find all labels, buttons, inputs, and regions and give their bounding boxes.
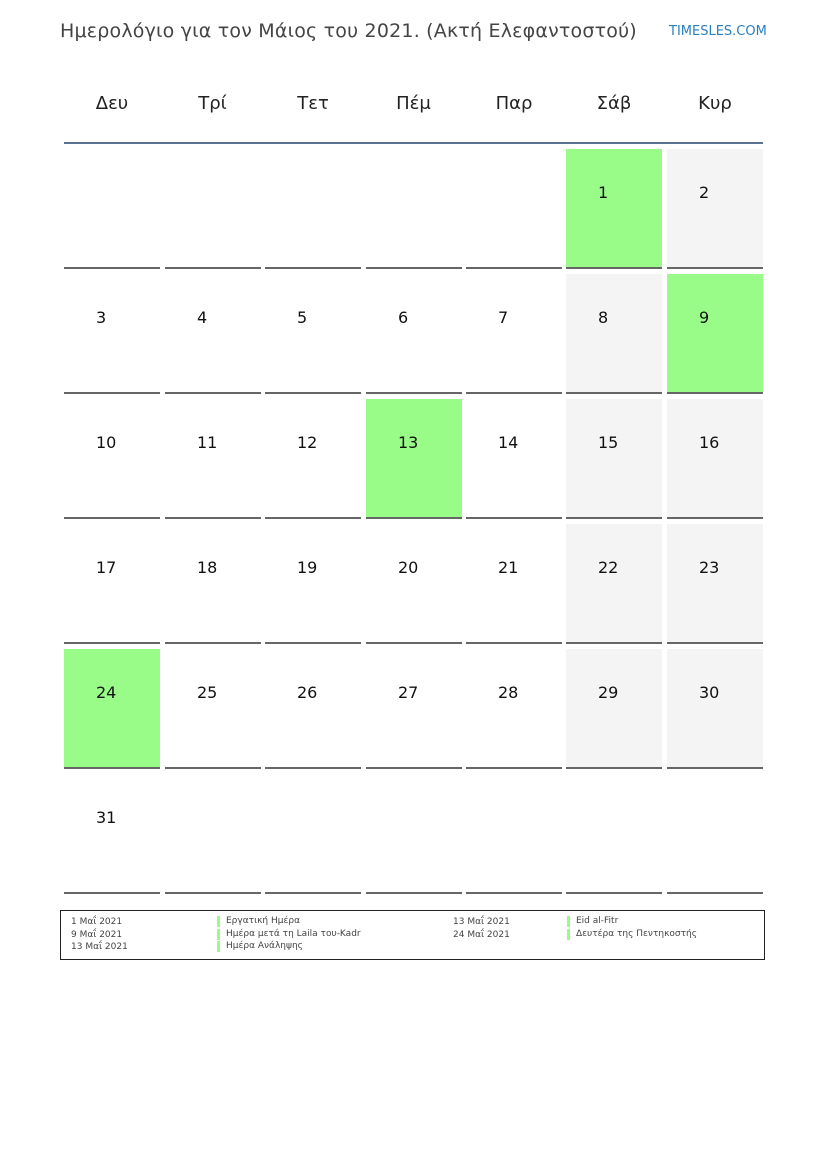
day-cell-holiday[interactable] [366, 399, 462, 519]
weekday-sat: Σάβ [596, 93, 632, 114]
day-number: 6 [398, 308, 409, 327]
day-cell[interactable] [466, 649, 562, 769]
day-cell[interactable] [265, 524, 361, 644]
brand-link[interactable]: TIMESLES.COM [669, 24, 767, 39]
day-number: 20 [398, 558, 419, 577]
legend-date: 13 Μαΐ 2021 [71, 942, 128, 952]
empty-cell [366, 774, 462, 894]
weekday-thu: Πέμ [396, 93, 431, 114]
legend-date: 13 Μαΐ 2021 [453, 917, 510, 927]
weekday-tue: Τρί [198, 93, 227, 114]
day-number: 26 [297, 683, 318, 702]
day-number: 19 [297, 558, 318, 577]
day-cell[interactable] [466, 399, 562, 519]
day-number: 13 [398, 433, 419, 452]
legend-holiday-name: Εργατική Ημέρα [217, 916, 300, 927]
day-cell-weekend[interactable] [667, 649, 763, 769]
day-number: 24 [96, 683, 117, 702]
day-number: 15 [598, 433, 619, 452]
day-cell-holiday[interactable] [64, 649, 160, 769]
legend-holiday-name: Eid al-Fitr [567, 916, 618, 927]
day-cell[interactable] [265, 274, 361, 394]
holiday-legend [60, 910, 765, 960]
day-number: 25 [197, 683, 218, 702]
empty-cell [265, 774, 361, 894]
day-cell-weekend[interactable] [667, 399, 763, 519]
day-number: 16 [699, 433, 720, 452]
day-number: 29 [598, 683, 619, 702]
day-cell[interactable] [466, 274, 562, 394]
day-cell-weekend[interactable] [667, 524, 763, 644]
weekday-sun: Κυρ [698, 93, 732, 114]
day-cell[interactable] [64, 524, 160, 644]
day-cell[interactable] [265, 649, 361, 769]
day-number: 31 [96, 808, 117, 827]
empty-cell [165, 774, 261, 894]
day-cell-weekend[interactable] [566, 524, 662, 644]
day-cell[interactable] [64, 774, 160, 894]
header-divider [64, 142, 763, 144]
day-number: 30 [699, 683, 720, 702]
day-cell[interactable] [165, 274, 261, 394]
day-number: 28 [498, 683, 519, 702]
empty-cell [64, 149, 160, 269]
empty-cell [466, 774, 562, 894]
day-cell[interactable] [165, 649, 261, 769]
day-number: 23 [699, 558, 720, 577]
weekday-wed: Τετ [297, 93, 329, 114]
day-number: 11 [197, 433, 218, 452]
day-number: 5 [297, 308, 308, 327]
empty-cell [165, 149, 261, 269]
day-number: 17 [96, 558, 117, 577]
day-number: 27 [398, 683, 419, 702]
day-cell[interactable] [366, 649, 462, 769]
day-cell-holiday[interactable] [566, 149, 662, 269]
empty-cell [566, 774, 662, 894]
day-cell[interactable] [64, 399, 160, 519]
day-number: 22 [598, 558, 619, 577]
legend-holiday-name: Ημέρα μετά τη Laila του-Kadr [217, 929, 361, 940]
day-cell[interactable] [64, 274, 160, 394]
day-cell-weekend[interactable] [667, 149, 763, 269]
day-number: 7 [498, 308, 509, 327]
day-number: 14 [498, 433, 519, 452]
day-cell[interactable] [165, 524, 261, 644]
day-cell[interactable] [366, 524, 462, 644]
day-cell-weekend[interactable] [566, 274, 662, 394]
day-cell[interactable] [366, 274, 462, 394]
empty-cell [265, 149, 361, 269]
day-number: 4 [197, 308, 208, 327]
day-number: 1 [598, 183, 609, 202]
empty-cell [366, 149, 462, 269]
day-number: 21 [498, 558, 519, 577]
day-cell[interactable] [466, 524, 562, 644]
day-cell-weekend[interactable] [566, 399, 662, 519]
day-number: 12 [297, 433, 318, 452]
day-cell-weekend[interactable] [566, 649, 662, 769]
weekday-header [64, 84, 763, 124]
day-number: 8 [598, 308, 609, 327]
day-number: 18 [197, 558, 218, 577]
empty-cell [667, 774, 763, 894]
weekday-mon: Δευ [95, 93, 129, 114]
page-title: Ημερολόγιο για τον Μάιος του 2021. (Ακτή Ελεφαντοστού) [60, 20, 637, 42]
legend-date: 24 Μαΐ 2021 [453, 930, 510, 940]
legend-date: 9 Μαΐ 2021 [71, 930, 123, 940]
day-number: 10 [96, 433, 117, 452]
day-number: 2 [699, 183, 710, 202]
legend-holiday-name: Δευτέρα της Πεντηκοστής [567, 929, 697, 940]
day-cell[interactable] [165, 399, 261, 519]
day-cell-holiday[interactable] [667, 274, 763, 394]
day-number: 9 [699, 308, 710, 327]
weekday-fri: Παρ [495, 93, 533, 114]
legend-holiday-name: Ημέρα Ανάληψης [217, 941, 303, 952]
day-number: 3 [96, 308, 107, 327]
legend-date: 1 Μαΐ 2021 [71, 917, 123, 927]
day-cell[interactable] [265, 399, 361, 519]
empty-cell [466, 149, 562, 269]
